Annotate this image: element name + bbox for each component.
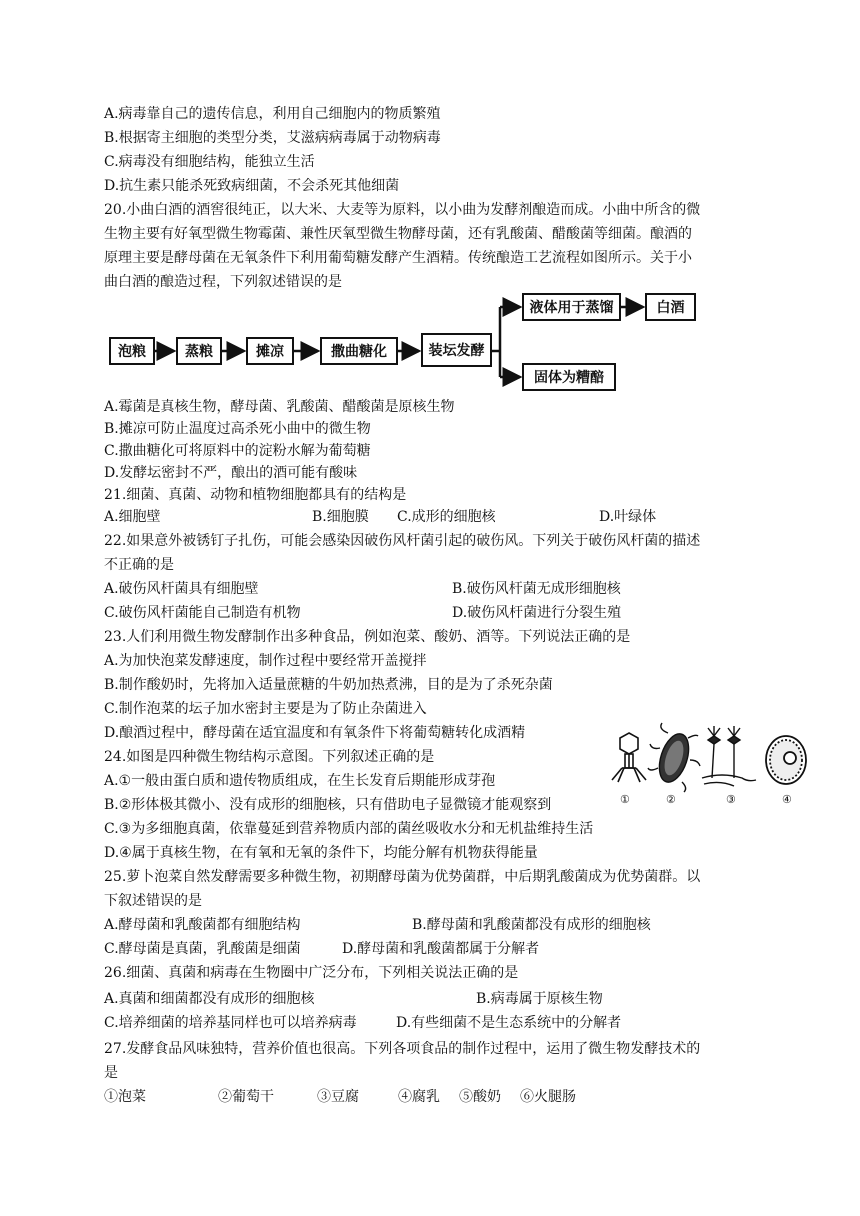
- q23-option-b: B.制作酸奶时，先将加入适量蔗糖的牛奶加热煮沸，目的是为了杀死杂菌: [104, 677, 553, 693]
- figure-label-2: ②: [666, 793, 676, 806]
- q27-stem-line2: 是: [104, 1065, 118, 1081]
- q22-stem-line2: 不正确的是: [104, 557, 174, 573]
- q27-item-4: ④腐乳: [398, 1089, 440, 1105]
- q23-stem: 23.人们利用微生物发酵制作出多种食品，例如泡菜、酸奶、酒等。下列说法正确的是: [104, 629, 631, 645]
- q20-stem-line1: 20.小曲白酒的酒窖很纯正，以大米、大麦等为原料，以小曲为发酵剂酿造而成。小曲中所含的微: [104, 202, 701, 218]
- flow-step-cool: 摊凉: [246, 337, 294, 365]
- q27-item-3: ③豆腐: [317, 1089, 359, 1105]
- q24-stem: 24.如图是四种微生物结构示意图。下列叙述正确的是: [104, 749, 435, 765]
- q26-option-c: C.培养细菌的培养基同样也可以培养病毒: [104, 1015, 357, 1031]
- q25-option-a: A.酵母菌和乳酸菌都有细胞结构: [104, 917, 301, 933]
- q19-option-b: B.根据寄主细胞的类型分类，艾滋病病毒属于动物病毒: [104, 130, 441, 146]
- q19-option-c: C.病毒没有细胞结构，能独立生活: [104, 154, 315, 170]
- q20-stem-line3: 原理主要是酵母菌在无氧条件下利用葡萄糖发酵产生酒精。传统酿造工艺流程如图所示。关于小: [104, 250, 692, 266]
- flow-step-saccharify: 撒曲糖化: [320, 337, 398, 365]
- q25-option-b: B.酵母菌和乳酸菌都没有成形的细胞核: [412, 917, 651, 933]
- flow-step-ferment: 装坛发酵: [421, 333, 492, 367]
- q21-stem: 21.细菌、真菌、动物和植物细胞都具有的结构是: [104, 487, 407, 503]
- q22-option-b: B.破伤风杆菌无成形细胞核: [452, 581, 621, 597]
- flow-step-solid-residue: 固体为糟醅: [522, 363, 616, 391]
- q24-option-a: A.①一般由蛋白质和遗传物质组成，在生长发育后期能形成芽孢: [104, 773, 496, 789]
- q21-option-b: B.细胞膜: [312, 509, 369, 525]
- q20-stem-line4: 曲白酒的酿造过程，下列叙述错误的是: [104, 274, 342, 290]
- q26-stem: 26.细菌、真菌和病毒在生物圈中广泛分布，下列相关说法正确的是: [104, 965, 519, 981]
- q23-option-d: D.酿酒过程中，酵母菌在适宜温度和有氧条件下将葡萄糖转化成酒精: [104, 725, 526, 741]
- q25-option-c: C.酵母菌是真菌，乳酸菌是细菌: [104, 941, 301, 957]
- q21-option-d: D.叶绿体: [599, 509, 657, 525]
- bacterium-illustration: [648, 723, 700, 792]
- q26-option-b: B.病毒属于原核生物: [476, 991, 603, 1007]
- q22-stem-line1: 22.如果意外被锈钉子扎伤，可能会感染因破伤风杆菌引起的破伤风。下列关于破伤风杆菌的描述: [104, 533, 701, 549]
- virus-illustration: [612, 733, 646, 782]
- flow-step-liquid-distill: 液体用于蒸馏: [522, 293, 621, 321]
- q19-option-d: D.抗生素只能杀死致病细菌，不会杀死其他细菌: [104, 178, 400, 194]
- q27-item-1: ①泡菜: [104, 1089, 146, 1105]
- q27-stem-line1: 27.发酵食品风味独特，营养价值也很高。下列各项食品的制作过程中，运用了微生物发酵技术的: [104, 1041, 701, 1057]
- q20-option-a: A.霉菌是真核生物，酵母菌、乳酸菌、醋酸菌是原核生物: [104, 399, 455, 415]
- q23-option-a: A.为加快泡菜发酵速度，制作过程中要经常开盖搅拌: [104, 653, 427, 669]
- mold-illustration: [702, 726, 756, 786]
- q24-option-b: B.②形体极其微小、没有成形的细胞核，只有借助电子显微镜才能观察到: [104, 797, 552, 813]
- q20-stem-line2: 生物主要有好氧型微生物霉菌、兼性厌氧型微生物酵母菌，还有乳酸菌、醋酸菌等细菌。酿酒的: [104, 226, 692, 242]
- q22-option-a: A.破伤风杆菌具有细胞壁: [104, 581, 259, 597]
- q22-option-c: C.破伤风杆菌能自己制造有机物: [104, 605, 301, 621]
- q24-option-c: C.③为多细胞真菌，依靠蔓延到营养物质内部的菌丝吸收水分和无机盐维持生活: [104, 821, 594, 837]
- flow-step-liquor: 白酒: [645, 293, 696, 321]
- figure-label-4: ④: [782, 793, 792, 806]
- q25-stem-line2: 下叙述错误的是: [104, 893, 202, 909]
- q22-option-d: D.破伤风杆菌进行分裂生殖: [452, 605, 622, 621]
- q27-item-5: ⑤酸奶: [459, 1089, 501, 1105]
- q20-option-d: D.发酵坛密封不严，酿出的酒可能有酸味: [104, 465, 358, 481]
- flow-step-steam: 蒸粮: [176, 337, 222, 365]
- flow-step-soak: 泡粮: [109, 337, 155, 365]
- q23-option-c: C.制作泡菜的坛子加水密封主要是为了防止杂菌进入: [104, 701, 427, 717]
- q27-item-2: ②葡萄干: [218, 1089, 274, 1105]
- q24-option-d: D.④属于真核生物，在有氧和无氧的条件下，均能分解有机物获得能量: [104, 845, 538, 861]
- q21-option-a: A.细胞壁: [104, 509, 161, 525]
- q20-option-b: B.摊凉可防止温度过高杀死小曲中的微生物: [104, 421, 371, 437]
- figure-label-3: ③: [726, 793, 736, 806]
- q26-option-a: A.真菌和细菌都没有成形的细胞核: [104, 991, 315, 1007]
- q26-option-d: D.有些细菌不是生态系统中的分解者: [396, 1015, 622, 1031]
- q20-option-c: C.撒曲糖化可将原料中的淀粉水解为葡萄糖: [104, 443, 371, 459]
- figure-label-1: ①: [620, 793, 630, 806]
- q21-option-c: C.成形的细胞核: [397, 509, 496, 525]
- q25-option-d: D.酵母菌和乳酸菌都属于分解者: [342, 941, 540, 957]
- q19-option-a: A.病毒靠自己的遗传信息，利用自己细胞内的物质繁殖: [104, 106, 441, 122]
- q25-stem-line1: 25.萝卜泡菜自然发酵需要多种微生物，初期酵母菌为优势菌群，中后期乳酸菌成为优势菌群。以: [104, 869, 701, 885]
- yeast-illustration: [766, 736, 806, 784]
- q27-item-6: ⑥火腿肠: [520, 1089, 576, 1105]
